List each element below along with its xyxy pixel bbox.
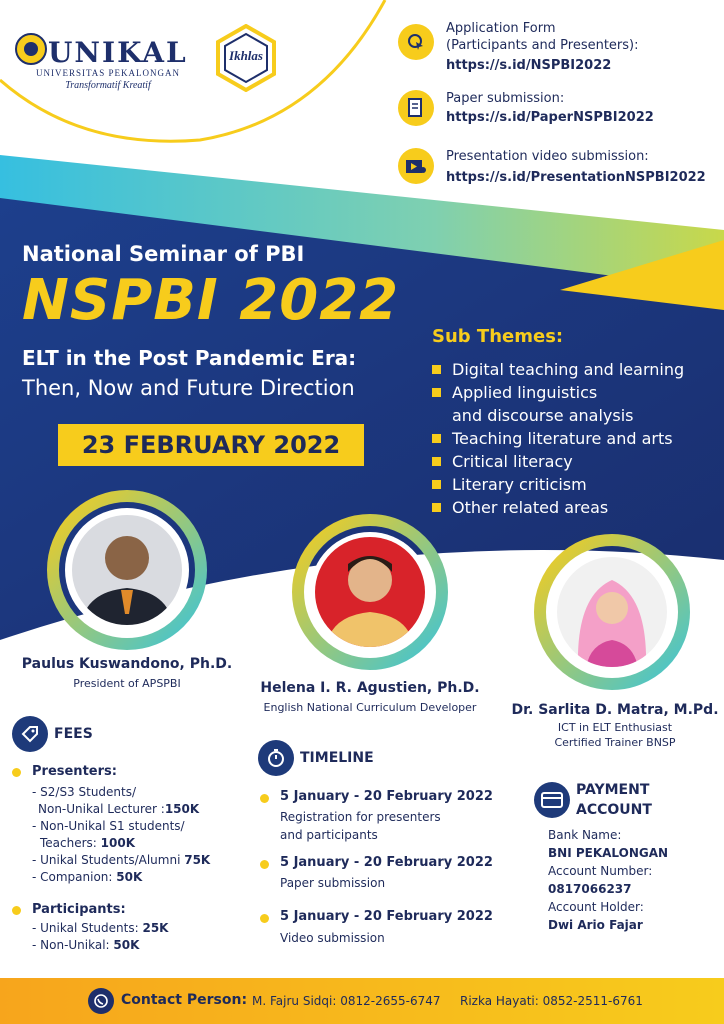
sub-theme-item: Teaching literature and arts [432,427,684,450]
contact-person-1[interactable]: M. Fajru Sidqi: 0812-2655-6747 [252,994,441,1008]
speaker-2-name: Helena I. R. Agustien, Ph.D. [260,680,480,696]
document-icon [398,90,434,126]
sub-themes-list [432,358,684,519]
paper-submission-link[interactable]: https://s.id/PaperNSPBI2022 [446,110,654,125]
speaker-photo-1 [71,514,183,626]
payment-heading: PAYMENT ACCOUNT [576,782,652,818]
timeline-desc: Paper submission [280,876,386,890]
presenters-fee-list [32,784,210,886]
event-theme-line1: ELT in the Post Pandemic Era: [22,346,357,370]
payment-details [548,826,668,934]
event-theme-line2: Then, Now and Future Direction [22,376,355,400]
event-date: 23 FEBRUARY 2022 [58,424,364,466]
sub-themes-heading: Sub Themes: [432,326,564,347]
timeline-heading: TIMELINE [300,750,374,766]
bullet-icon [12,906,21,915]
speaker-3-role: ICT in ELT Enthusiast Certified Trainer BNSP [554,721,676,749]
price-tag-icon [12,716,48,752]
fee-item: - Unikal Students/Alumni 75K [32,853,211,867]
bullet-icon [260,794,269,803]
speaker-1-role: President of APSPBI [73,677,181,690]
speaker-photo-3 [556,556,668,668]
account-number-label: Account Number: [548,864,653,878]
participants-heading: Participants: [32,902,126,917]
paper-submission-row [398,90,718,130]
presenters-heading: Presenters: [32,764,117,779]
timeline-date: 5 January - 20 February 2022 [280,789,493,804]
stopwatch-icon [258,740,294,776]
fees-heading: FEES [54,726,93,742]
account-holder-value: Dwi Ario Fajar [548,918,643,932]
fee-item: - Unikal Students: 25K [32,921,169,935]
university-subtitle: UNIVERSITAS PEKALONGAN [35,68,181,78]
application-form-link[interactable]: https://s.id/NSPBI2022 [446,58,612,73]
video-submission-label: Presentation video submission: [446,149,649,164]
timeline-date: 5 January - 20 February 2022 [280,855,493,870]
timeline-date: 5 January - 20 February 2022 [280,909,493,924]
speaker-3-name: Dr. Sarlita D. Matra, M.Pd. [511,702,719,718]
account-holder-label: Account Holder: [548,900,644,914]
credit-card-icon [534,782,570,818]
cursor-click-icon [398,24,434,60]
timeline-desc: Video submission [280,931,385,945]
bullet-icon [260,860,269,869]
bullet-icon [260,914,269,923]
fee-item: - Companion: 50K [32,870,143,884]
sub-theme-item: Critical literacy [432,450,684,473]
participants-fee-list [32,920,168,954]
application-form-label: Application Form (Participants and Presenters): [446,21,639,53]
bank-label: Bank Name: [548,828,622,842]
fee-item: - S2/S3 Students/ [32,785,137,799]
sub-theme-item: Digital teaching and learning [432,358,684,381]
event-title: NSPBI 2022 [22,268,400,333]
fee-item: - Non-Unikal S1 students/ [32,819,185,833]
timeline-desc: Registration for presenters and participants [280,810,441,842]
sub-theme-item: Applied linguistics and discourse analysis [432,381,684,427]
university-logo-name: UNIKAL [48,36,188,69]
contact-person-2[interactable]: Rizka Hayati: 0852-2511-6761 [460,994,643,1008]
video-icon [398,148,434,184]
bullet-icon [12,768,21,777]
application-form-row [398,20,718,80]
sub-theme-item: Other related areas [432,496,684,519]
contact-label: Contact Person: [121,992,248,1008]
whatsapp-icon [88,988,114,1014]
fee-item: Non-Unikal Lecturer :150K [38,802,200,816]
speaker-2-role: English National Curriculum Developer [263,701,477,714]
sub-theme-item: Literary criticism [432,473,684,496]
video-submission-row [398,148,718,188]
fee-item: Teachers: 100K [40,836,136,850]
university-tagline: Transformatif Kreatif [65,80,151,91]
speaker-1-name: Paulus Kuswandono, Ph.D. [21,656,233,672]
ikhlas-badge-text: Ikhlas [229,48,263,63]
account-number-value: 0817066237 [548,882,632,896]
fee-item: - Non-Unikal: 50K [32,938,140,952]
video-submission-link[interactable]: https://s.id/PresentationNSPBI2022 [446,170,706,185]
unikal-seal-icon [14,32,48,66]
bank-value: BNI PEKALONGAN [548,846,669,860]
paper-submission-label: Paper submission: [446,91,565,106]
event-subtitle: National Seminar of PBI [22,242,305,266]
speaker-photo-2 [314,536,426,648]
